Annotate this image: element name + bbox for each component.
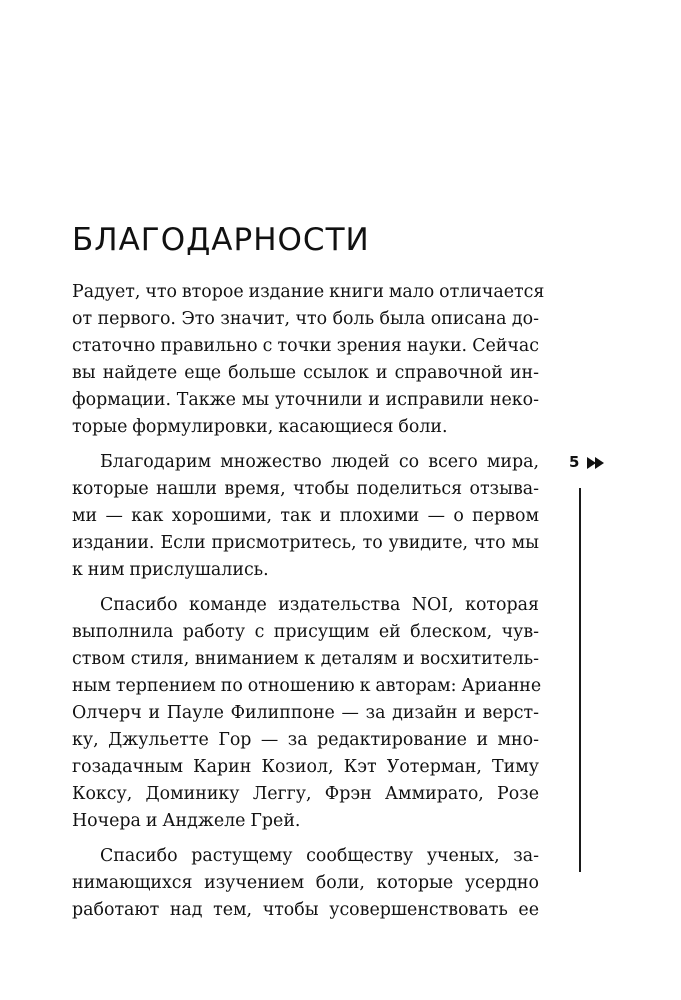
text-line: вы найдете еще больше ссылок и справочной ин- [72, 363, 539, 383]
text-line: ством стиля, вниманием к деталям и восхититель- [72, 649, 539, 669]
text-line: от первого. Это значит, что боль была описана до- [72, 309, 539, 329]
text-line: издании. Если присмотритесь, то увидите, что мы [72, 533, 539, 553]
text-line: Радует, что второе издание книги мало отличается [72, 282, 545, 302]
text-line: к ним прислушались. [72, 560, 269, 580]
paragraph-gap [72, 584, 539, 592]
text-line: выполнила работу с присущим ей блеском, чув- [72, 622, 539, 642]
text-line: статочно правильно с точки зрения науки. Сейчас [72, 336, 539, 356]
double-triangle-right-icon [587, 456, 605, 468]
text-line: нимающихся изучением боли, которые усердно [72, 873, 539, 893]
text-line: Благодарим множество людей со всего мира, [100, 452, 539, 472]
text-line: ми — как хорошими, так и плохими — о первом [72, 506, 539, 526]
body-text [72, 279, 545, 924]
text-line: ным терпением по отношению к авторам: Арианне [72, 676, 542, 696]
text-line: гозадачным Карин Козиол, Кэт Уотерман, Тиму [72, 757, 539, 777]
text-line: Спасибо команде издательства NOI, которая [100, 595, 539, 615]
text-line: Спасибо растущему сообществу ученых, за- [100, 846, 539, 866]
paragraph-gap [72, 441, 539, 449]
page-marker [569, 452, 605, 472]
text-line: торые формулировки, касающиеся боли. [72, 417, 448, 437]
text-line: ку, Джульетте Гор — за редактирование и мно- [72, 730, 539, 750]
text-line: Олчерч и Пауле Филиппоне — за дизайн и верст- [72, 703, 539, 723]
page-number: 5 [569, 453, 580, 471]
paragraph-gap [72, 835, 539, 843]
text-line: которые нашли время, чтобы поделиться отзыва- [72, 479, 539, 499]
text-line: работают над тем, чтобы усовершенствовать ее [72, 900, 539, 920]
margin-rule [579, 488, 581, 872]
chapter-heading: БЛАГОДАРНОСТИ [72, 222, 370, 258]
text-line: формации. Также мы уточнили и исправили неко- [72, 390, 539, 410]
text-line: Коксу, Доминику Леггу, Фрэн Аммирато, Розе [72, 784, 539, 804]
text-line: Ночера и Анджеле Грей. [72, 811, 301, 831]
